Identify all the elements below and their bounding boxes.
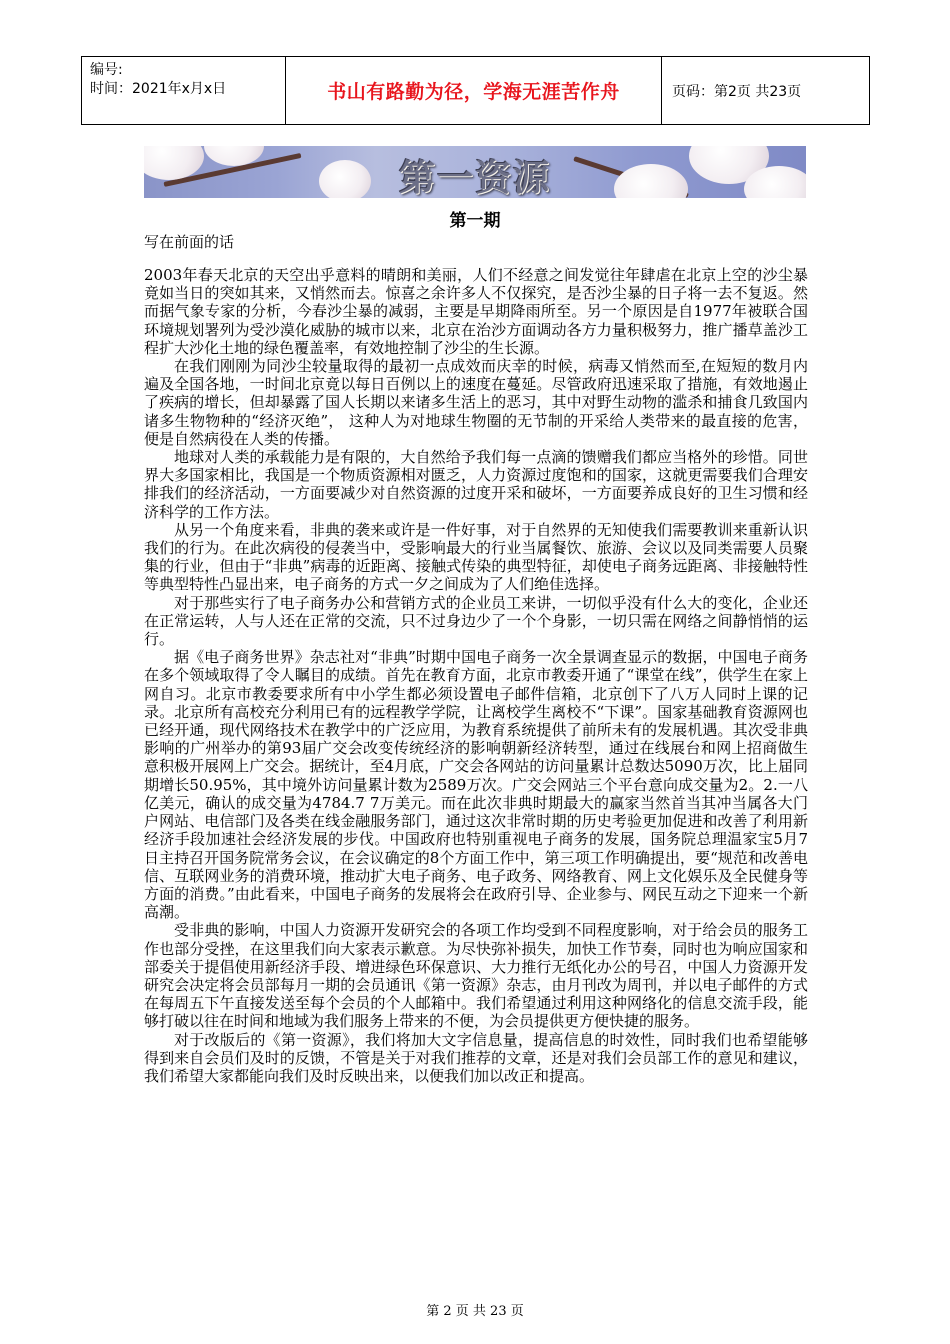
time-label: 时间：2021年x月x日 bbox=[90, 81, 227, 97]
number-label: 编号: bbox=[90, 62, 123, 78]
banner-image bbox=[144, 146, 806, 198]
header-table bbox=[81, 56, 870, 125]
issue-title: 第一期 bbox=[449, 211, 501, 231]
paragraph: 对于改版后的《第一资源》，我们将加大文字信息量，提高信息的时效性，同时我们也希望能够得到来自会员们及时的反馈，不管是关于对我们推荐的文章，还是对我们会员部工作的意见和建议，我们希望大家都能向我们及时反映出来，以便我们加以改正和提高。 bbox=[144, 1030, 808, 1085]
page-footer: 第 2 页 共 23 页 bbox=[426, 1304, 524, 1319]
paragraph: 地球对人类的承载能力是有限的，大自然给予我们每一点滴的馈赠我们都应当格外的珍惜。同世界大多国家相比，我国是一个物质资源相对匮乏，人力资源过度饱和的国家，这就更需要我们合理安排我们的经济活动，一方面要减少对自然资源的过度开采和破坏，一方面要养成良好的卫生习惯和经济科学的工作方法。 bbox=[144, 448, 808, 521]
article-body bbox=[144, 266, 808, 1085]
paragraph: 对于那些实行了电子商务办公和营销方式的企业员工来讲，一切似乎没有什么大的变化，企业还在正常运转，人与人还在正常的交流，只不过身边少了一个个身影，一切只需在网络之间静悄悄的运行。 bbox=[144, 593, 808, 649]
paragraph: 受非典的影响，中国人力资源开发研究会的各项工作均受到不同程度影响，对于给会员的服务工作也部分受挫，在这里我们向大家表示歉意。为尽快弥补损失，加快工作节奏，同时也为响应国家和部委关于提倡使用新经济手段、增进绿色环保意识、大力推行无纸化办公的号召，中国人力资源开发研究会决定将会员部每月一期的会员通讯《第一资源》杂志，由月刊改为周刊，并以电子邮件的方式在每周五下午直接发送至每个会员的个人邮箱中。我们希望通过利用这种网络化的信息交流手段，能够打破以往在时间和地域为我们服务上带来的不便，为会员提供更方便快捷的服务。 bbox=[144, 921, 808, 1031]
header-meta-cell bbox=[82, 57, 286, 124]
paragraph: 在我们刚刚为同沙尘较量取得的最初一点成效而庆幸的时候，病毒又悄然而至,在短短的数月内遍及全国各地，一时间北京竟以每日百例以上的速度在蔓延。尽管政府迅速采取了措施，有效地遏止了疾病的增长，但却暴露了国人长期以来诸多生活上的恶习，其中对野生动物的滥杀和捕食几致国内诸多生物物种的“经济灭绝”， 这种人为对地球生物圈的无节制的开采给人类带来的最直接的危害，便是自然病役在人类的传播。 bbox=[144, 357, 808, 448]
motto: 书山有路勤为径，学海无涯苦作舟 bbox=[286, 57, 662, 124]
paragraph: 从另一个角度来看，非典的袭来或许是一件好事，对于自然界的无知使我们需要教训来重新认识我们的行为。在此次病役的侵袭当中，受影响最大的行业当属餐饮、旅游、会议以及同类需要人员聚集的行业，但由于“非典”病毒的近距离、接触式传染的典型特征，却使电子商务远距离、非接触特性等典型特性凸显出来，电子商务的方式一夕之间成为了人们绝佳选择。 bbox=[144, 520, 808, 594]
banner-title: 第一资源 bbox=[398, 158, 551, 198]
page-info: 页码：第2页 共23页 bbox=[672, 83, 802, 100]
preface-title: 写在前面的话 bbox=[144, 233, 235, 251]
paragraph: 据《电子商务世界》杂志社对“非典”时期中国电子商务一次全景调查显示的数据，中国电子商务在多个领域取得了令人瞩目的成绩。首先在教育方面，北京市教委开通了“课堂在线”，供学生在家上网自习。北京市教委要求所有中小学生都必须设置电子邮件信箱，北京创下了八万人同时上课的记录。北京所有高校充分利用已有的远程教学学院，让离校学生离校不“下课”。国家基础教育资源网也已经开通，现代网络技术在教学中的广泛应用，为教育系统提供了前所未有的发展机遇。其次受非典影响的广州举办的第93届广交会改变传统经济的影响朝新经济转型，通过在线展台和网上招商做生意积极开展网上广交会。据统计，至4月底，广交会各网站的访问量累计总数达5090万次，比上届同期增长50.95%，其中境外访问量累计数为2589万次。广交会网站三个平台意向成交量为2。2.一八亿美元，确认的成交量为4784.7 7万美元。而在此次非典时期最大的赢家当然首当其冲当属各大门户网站、电信部门及各类在线金融服务部门，通过这次非常时期的历史考验更加促进和改善了利用新经济手段加速社会经济发展的步伐。中国政府也特别重视电子商务的发展，国务院总理温家宝5月7日主持召开国务院常务会议，在会议确定的8个方面工作中，第三项工作明确提出，要“规范和改善电信、互联网业务的消费环境，推动扩大电子商务、电子政务、网络教育、网上文化娱乐及全民健身等方面的消费。”由此看来，中国电子商务的发展将会在政府引导、企业参与、网民互动之下迎来一个新高潮。 bbox=[144, 648, 808, 922]
paragraph: 2003年春天北京的天空出乎意料的晴朗和美丽，人们不经意之间发觉往年肆虐在北京上空的沙尘暴竟如当日的突如其来，又悄然而去。惊喜之余许多人不仅探究，是否沙尘暴的日子将一去不复返。然而据气象专家的分析，今春沙尘暴的减弱，主要是早期降雨所至。另一个原因是自1977年被联合国环境规划署列为受沙漠化威胁的城市以来，北京在治沙方面调动各方力量积极努力，推广播草盖沙工程扩大沙化土地的绿色覆盖率，有效地控制了沙尘的生长源。 bbox=[144, 266, 808, 357]
